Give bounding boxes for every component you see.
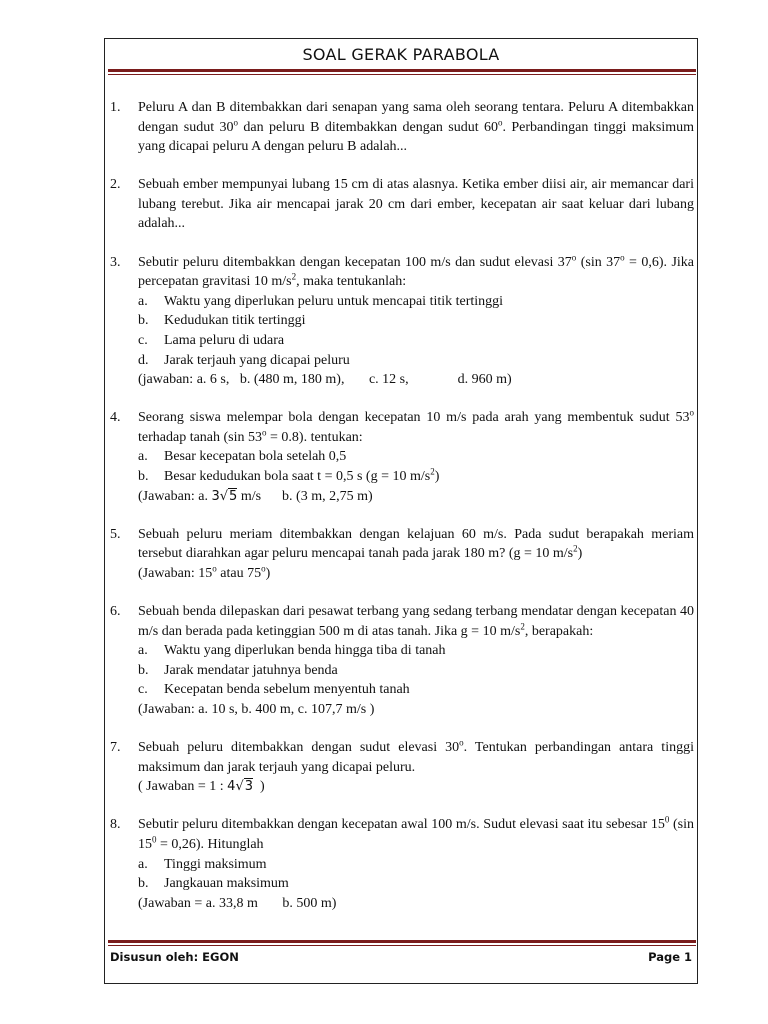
degree-sup: o [261, 563, 266, 574]
question-text [138, 525, 694, 564]
option-text: Jarak terjauh yang dicapai peluru [164, 352, 350, 368]
option-list [138, 641, 694, 700]
option-text: Waktu yang diperlukan benda hingga tiba di tanah [164, 643, 446, 659]
question-list [110, 98, 694, 913]
text-segment: Sebutir peluru ditembakkan dengan kecepatan awal 100 m/s. Sudut elevasi saat itu sebesar 15 [138, 817, 665, 833]
option-letter: a. [138, 643, 148, 659]
text-segment: ( Jawaban = 1 : [138, 779, 228, 795]
option-a [138, 447, 694, 467]
question-7 [110, 738, 694, 797]
option-b [138, 661, 694, 681]
question-text [138, 602, 694, 641]
text-segment: , maka tentukanlah: [296, 274, 407, 290]
text-segment: atau 75 [216, 565, 262, 581]
option-text: Besar kecepatan bola setelah 0,5 [164, 449, 347, 465]
option-letter: a. [138, 856, 148, 872]
question-text [138, 98, 694, 157]
option-text: Kecepatan benda sebelum menyentuh tanah [164, 682, 410, 698]
option-b [138, 874, 694, 894]
text-segment: = 0,6). Jika percepatan gravitasi 10 m/s [138, 254, 694, 290]
option-text: Besar kedudukan bola saat t = 0,5 s (g = 10 m/s [164, 469, 431, 484]
option-b [138, 467, 694, 487]
text-segment: Sebuah peluru ditembakkan dengan sudut elevasi 30 [138, 740, 460, 756]
text-segment: dan peluru B ditembakkan dengan sudut 60 [238, 119, 499, 135]
option-letter: b. [138, 662, 149, 678]
option-letter: a. [138, 449, 148, 465]
text-segment: (Jawaban: 15 [138, 565, 213, 581]
text-segment: . Tentukan perbandingan antara tinggi maksimum dan jarak terjauh yang dicapai peluru. [138, 740, 694, 775]
degree-sup: o [212, 563, 217, 574]
degree-sup: o [498, 116, 503, 127]
question-2 [110, 175, 694, 234]
footer-rule-thin [108, 945, 696, 946]
option-letter: d. [138, 352, 149, 368]
sqrt-radicand: 3 [244, 779, 254, 795]
answer-key [138, 487, 694, 507]
text-segment: Sebutir peluru ditembakkan dengan kecepatan 100 m/s dan sudut elevasi 37 [138, 254, 572, 270]
option-letter: b. [138, 876, 149, 892]
footer-rule-thick [108, 940, 696, 943]
question-number: 2. [110, 177, 121, 193]
page-title: SOAL GERAK PARABOLA [302, 45, 500, 64]
question-number: 3. [110, 254, 121, 270]
question-number: 8. [110, 817, 121, 833]
header-rule-thick [108, 69, 696, 72]
square-sup: 2 [291, 271, 297, 282]
text-segment: Sebuah benda dilepaskan dari pesawat terbang yang sedang terbang mendatar dengan kecepatan 40 m/s dan berada pada ketinggian 500 m di atas tanah. Jika g = 10 m/s [138, 603, 694, 639]
option-letter: b. [138, 469, 149, 484]
option-list [138, 447, 694, 486]
question-text: Sebuah ember mempunyai lubang 15 cm di atas alasnya. Ketika ember diisi air, air memancar dari lubang terebut. Jika air mencapai jarak 20 cm dari ember, kecepatan air saat keluar dari lubang adalah... [138, 177, 694, 232]
degree-sup: o [459, 737, 464, 748]
question-4 [110, 408, 694, 506]
option-text: Waktu yang diperlukan peluru untuk mencapai titik tertinggi [164, 293, 504, 309]
option-text: Kedudukan titik tertinggi [164, 313, 306, 329]
option-letter: c. [138, 682, 148, 698]
zero-sup: 0 [664, 814, 670, 825]
text-segment: (sin 37 [576, 254, 621, 270]
answer-key: (Jawaban: a. 10 s, b. 400 m, c. 107,7 m/s ) [138, 701, 375, 717]
option-list [138, 292, 694, 370]
option-d [138, 351, 694, 371]
question-1 [110, 98, 694, 157]
option-a [138, 292, 694, 312]
footer-page-number: Page 1 [648, 950, 692, 964]
degree-sup: o [571, 251, 577, 262]
text-segment: Peluru A dan B ditembakkan dari senapan yang sama oleh seorang tentara. Peluru A ditembakkan dengan sudut 30 [138, 100, 694, 135]
option-text: Jarak mendatar jatuhnya benda [164, 662, 338, 678]
option-text: Lama peluru di udara [164, 332, 285, 348]
question-number: 1. [110, 100, 121, 115]
question-3 [110, 253, 694, 390]
answer-key [138, 777, 694, 797]
degree-sup: o [689, 407, 694, 418]
text-segment: Seorang siswa melempar bola dengan kecepatan 10 m/s pada arah yang membentuk sudut 53 [138, 410, 690, 426]
square-sup: 2 [520, 620, 525, 631]
question-text [138, 738, 694, 777]
option-letter: a. [138, 293, 148, 309]
question-number: 5. [110, 526, 121, 542]
answer-key: (jawaban: a. 6 s, b. (480 m, 180 m), c. 12 s, d. 960 m) [138, 372, 512, 388]
sqrt-coefficient: 4 [227, 779, 236, 795]
text-segment: ) [265, 565, 271, 581]
degree-sup: o [262, 427, 267, 438]
sqrt-radicand: 5 [229, 488, 238, 504]
footer-author: Disusun oleh: EGON [110, 950, 239, 964]
option-text: Jangkauan maksimum [164, 876, 289, 892]
question-8 [110, 815, 694, 913]
option-letter: b. [138, 313, 149, 329]
sqrt-expression: 3√5 [211, 488, 238, 504]
option-c [138, 331, 694, 351]
degree-sup: o [620, 251, 625, 262]
option-a [138, 855, 694, 875]
sqrt-expression: 4√3 [227, 779, 254, 795]
question-5 [110, 525, 694, 584]
text-segment: ) [253, 779, 265, 795]
square-sup: 2 [573, 543, 578, 554]
option-list [138, 855, 694, 894]
text-segment: , berapakah: [524, 623, 594, 639]
question-number: 6. [110, 603, 121, 619]
question-text [138, 408, 694, 447]
degree-sup: o [233, 116, 239, 127]
question-list-container [110, 98, 694, 932]
text-segment: ) [577, 546, 583, 562]
text-segment: terhadap tanah (sin 53 [138, 429, 263, 445]
question-number: 4. [110, 410, 121, 426]
question-text [138, 253, 694, 292]
zero-sup: 0 [152, 834, 157, 845]
text-segment: = 0.8). tentukan: [266, 429, 363, 445]
answer-key: (Jawaban = a. 33,8 m b. 500 m) [138, 895, 337, 911]
header-rule-thin [108, 74, 696, 75]
text-segment: = 0,26). Hitunglah [156, 836, 264, 852]
text-segment: m/s b. (3 m, 2,75 m) [237, 488, 373, 504]
answer-key [138, 564, 694, 584]
text-segment: (sin 15 [138, 817, 694, 852]
option-c [138, 680, 694, 700]
option-text: Tinggi maksimum [164, 856, 267, 872]
text-segment: (Jawaban: a. [138, 488, 212, 504]
question-text [138, 815, 694, 854]
text-segment: . Perbandingan tinggi maksimum yang dicapai peluru A dengan peluru B adalah... [138, 119, 694, 155]
sqrt-coefficient: 3 [211, 488, 220, 504]
text-segment: ) [434, 469, 440, 484]
option-letter: c. [138, 332, 148, 348]
question-number: 7. [110, 740, 121, 756]
option-a [138, 641, 694, 661]
option-b [138, 311, 694, 331]
text-segment: Sebuah peluru meriam ditembakkan dengan kelajuan 60 m/s. Pada sudut berapakah meriam tersebut diarahkan agar peluru mencapai tanah pada jarak 180 m? (g = 10 m/s [138, 526, 694, 562]
question-6 [110, 602, 694, 720]
square-sup: 2 [430, 466, 435, 477]
